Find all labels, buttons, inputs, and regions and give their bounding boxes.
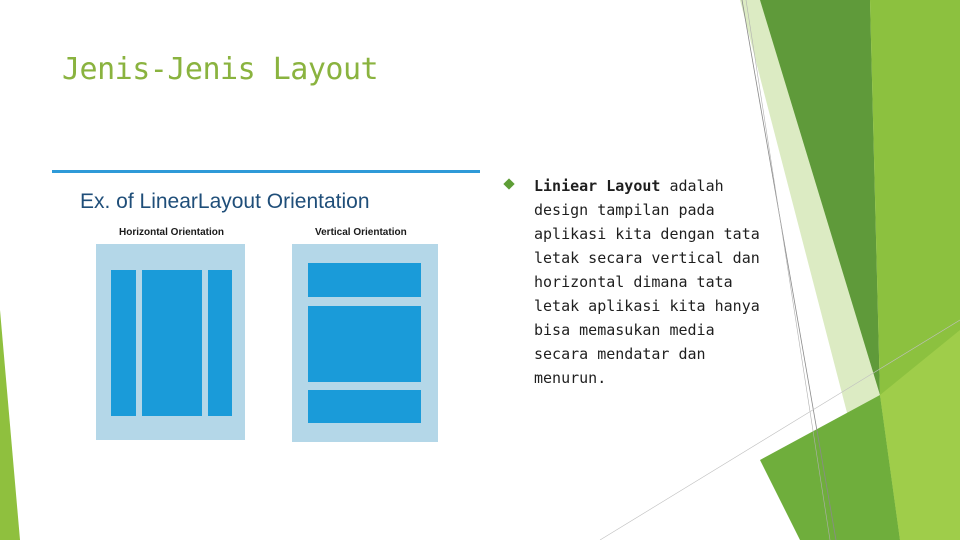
figure-title: Ex. of LinearLayout Orientation [80, 190, 370, 213]
horizontal-orientation-label: Horizontal Orientation [119, 227, 224, 238]
figure-top-rule [52, 170, 480, 173]
bullet-text: adalah design tampilan pada aplikasi kita dengan tata letak secara vertical dan horizontal dimana tata letak aplikasi kita hanya bisa memasukan media secara mendatar dan menurun. [534, 177, 760, 387]
vertical-orientation-frame [292, 244, 438, 442]
horizontal-block-1 [111, 270, 136, 416]
vertical-block-1 [308, 263, 421, 297]
bullet-term: Liniear Layout [534, 177, 661, 195]
horizontal-block-3 [208, 270, 232, 416]
vertical-block-2 [308, 306, 421, 382]
deco-dark-panel [760, 0, 880, 395]
deco-lower-panel [760, 395, 900, 540]
deco-left-sliver [0, 310, 20, 540]
vertical-block-3 [308, 390, 421, 423]
vertical-orientation-label: Vertical Orientation [315, 227, 407, 238]
bullet-paragraph [534, 174, 774, 390]
slide-title: Jenis-Jenis Layout [62, 52, 379, 87]
horizontal-orientation-frame [96, 244, 245, 440]
linearlayout-figure [52, 176, 478, 466]
horizontal-block-2 [142, 270, 202, 416]
